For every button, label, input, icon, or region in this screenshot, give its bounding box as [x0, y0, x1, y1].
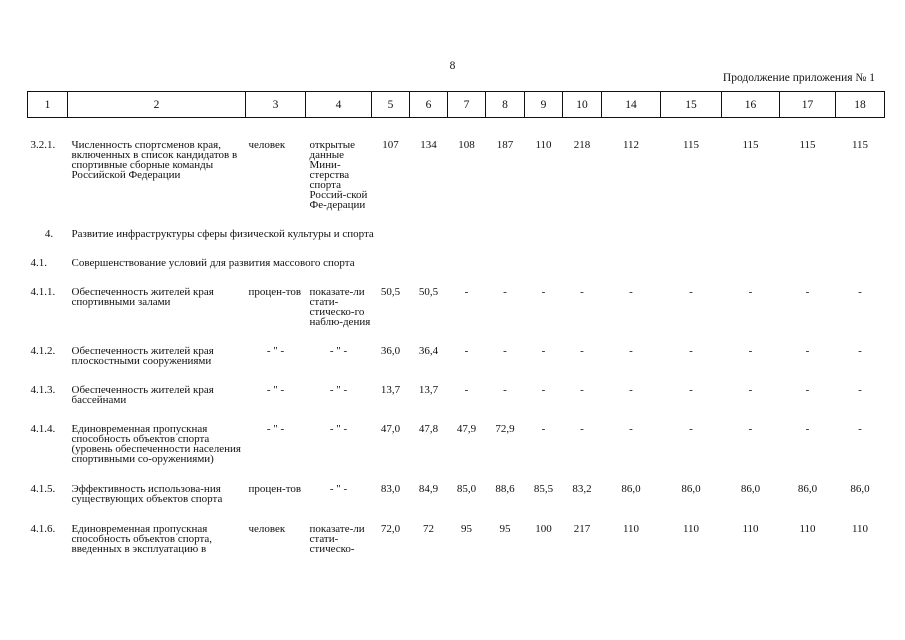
row-value: -: [805, 422, 810, 435]
row-value: 115: [682, 138, 700, 151]
row-value: 47,8: [418, 422, 439, 435]
row-value: 50,5: [380, 285, 401, 298]
table-row: [28, 482, 885, 504]
row-value: 108: [458, 138, 475, 151]
row-name: Обеспеченность жителей края плоскостными сооружениями: [71, 344, 214, 367]
row-value: -: [689, 285, 693, 298]
row-code: 4.1.1.: [30, 285, 56, 298]
row-name: Единовременная пропускная способность объектов спорта, введенных в эксплуатацию в: [71, 522, 213, 555]
row-value: 217: [573, 522, 591, 535]
row-value: -: [541, 344, 546, 357]
page-number: 8: [449, 60, 456, 72]
row-source: открытые данные Мини-стерства спорта Россий-ской Фе-дерации: [309, 138, 368, 211]
row-source: - " -: [329, 344, 348, 357]
row-value: -: [464, 383, 469, 396]
row-value: 50,5: [418, 285, 439, 298]
row-unit: человек: [248, 138, 286, 151]
row-code: 4.1.4.: [30, 422, 56, 435]
row-value: 83,2: [572, 482, 592, 495]
row-source: показате-ли стати-стическо-: [309, 522, 365, 555]
row-value: 13,7: [418, 383, 439, 396]
header-row: [28, 92, 885, 118]
row-value: -: [748, 422, 753, 435]
row-name: Обеспеченность жителей края спортивными залами: [71, 285, 214, 308]
row-value: -: [748, 285, 753, 298]
row-value: 36,0: [380, 344, 401, 357]
row-value: -: [858, 422, 862, 435]
header-cell: 3: [246, 92, 306, 118]
row-value: 110: [682, 522, 700, 535]
section-title: Совершенствование условий для развития массового спорта: [71, 256, 355, 269]
row-value: -: [629, 344, 633, 357]
row-value: 86,0: [850, 482, 870, 495]
row-value: -: [805, 285, 810, 298]
table-row: [28, 285, 885, 327]
row-value: -: [580, 383, 584, 396]
row-code: 3.2.1.: [30, 138, 56, 151]
row-value: 83,0: [380, 482, 401, 495]
row-value: 110: [535, 138, 552, 151]
table-row: [28, 344, 885, 366]
row-name: Единовременная пропускная способность объектов спорта (уровень обеспеченности населения спортивными со-оружениями): [71, 422, 241, 465]
row-value: 88,6: [495, 482, 515, 495]
header-cell: 10: [563, 92, 602, 118]
row-value: 47,9: [456, 422, 477, 435]
table-row: [28, 138, 885, 210]
row-value: -: [689, 344, 693, 357]
table-row: [28, 522, 885, 554]
row-value: 115: [742, 138, 759, 151]
row-value: 86,0: [681, 482, 701, 495]
row-value: -: [805, 344, 810, 357]
row-value: -: [629, 422, 633, 435]
row-code: 4.1.6.: [30, 522, 56, 535]
row-value: 110: [799, 522, 816, 535]
row-value: -: [464, 285, 469, 298]
row-value: -: [541, 422, 546, 435]
row-value: 110: [742, 522, 759, 535]
row-unit: процен-тов: [248, 285, 302, 298]
table-row: [28, 422, 885, 464]
row-value: -: [805, 383, 810, 396]
row-value: 134: [420, 138, 437, 151]
row-value: -: [748, 383, 753, 396]
row-value: 187: [496, 138, 514, 151]
header-cell: 6: [410, 92, 448, 118]
header-cell: 8: [486, 92, 525, 118]
header-cell: 7: [448, 92, 486, 118]
row-value: 72,0: [380, 522, 401, 535]
header-cell: 1: [28, 92, 68, 118]
row-value: -: [629, 285, 633, 298]
row-value: -: [580, 422, 584, 435]
row-value: -: [580, 285, 584, 298]
row-code: 4.1.5.: [30, 482, 56, 495]
row-value: 100: [535, 522, 552, 535]
section-code: 4.: [44, 227, 54, 240]
row-name: Численность спортсменов края, включенных в список кандидатов в спортивные сборные команды Российской Федерации: [71, 138, 238, 181]
row-value: -: [503, 285, 507, 298]
row-unit: процен-тов: [248, 482, 302, 495]
header-cell: 5: [372, 92, 410, 118]
row-source: - " -: [329, 482, 348, 495]
row-value: -: [858, 383, 862, 396]
row-value: 72,9: [495, 422, 515, 435]
row-value: 110: [622, 522, 640, 535]
header-cell: 17: [780, 92, 836, 118]
row-value: 218: [573, 138, 591, 151]
row-unit: - " -: [266, 422, 285, 435]
row-code: 4.1.3.: [30, 383, 56, 396]
row-value: 85,0: [456, 482, 477, 495]
row-value: 95: [461, 522, 472, 535]
row-value: -: [464, 344, 469, 357]
header-cell: 9: [525, 92, 563, 118]
row-value: 86,0: [621, 482, 641, 495]
section-title: Развитие инфраструктуры сферы физической культуры и спорта: [71, 227, 374, 240]
row-unit: - " -: [266, 344, 285, 357]
row-value: -: [689, 383, 693, 396]
row-value: -: [541, 383, 546, 396]
row-value: 47,0: [380, 422, 401, 435]
row-value: 112: [622, 138, 640, 151]
row-value: -: [503, 383, 507, 396]
row-value: 86,0: [740, 482, 761, 495]
row-value: 85,5: [533, 482, 554, 495]
row-value: 84,9: [418, 482, 439, 495]
row-value: -: [689, 422, 693, 435]
row-value: 115: [851, 138, 869, 151]
row-value: -: [503, 344, 507, 357]
data-table: [27, 91, 885, 554]
section-row: [28, 227, 885, 239]
table-row: [28, 383, 885, 405]
row-source: - " -: [329, 422, 348, 435]
section-code: 4.1.: [30, 256, 47, 269]
row-value: 115: [799, 138, 816, 151]
row-code: 4.1.2.: [30, 344, 56, 357]
section-row: [28, 256, 885, 268]
row-source: показате-ли стати-стическо-го наблю-дения: [309, 285, 371, 328]
header-cell: 16: [722, 92, 780, 118]
row-value: -: [858, 285, 862, 298]
header-cell: 14: [602, 92, 661, 118]
row-unit: - " -: [266, 383, 285, 396]
header-cell: 4: [306, 92, 372, 118]
row-source: - " -: [329, 383, 348, 396]
row-value: 110: [851, 522, 869, 535]
row-value: 107: [382, 138, 399, 151]
row-value: 72: [423, 522, 434, 535]
row-name: Эффективность использова-ния существующих объектов спорта: [71, 482, 223, 505]
header-cell: 2: [68, 92, 246, 118]
row-value: 95: [499, 522, 511, 535]
continuation-note: Продолжение приложения № 1: [722, 72, 875, 84]
row-value: 13,7: [380, 383, 401, 396]
row-value: -: [541, 285, 546, 298]
row-value: 36,4: [418, 344, 439, 357]
row-name: Обеспеченность жителей края бассейнами: [71, 383, 214, 406]
row-value: -: [580, 344, 584, 357]
header-cell: 18: [836, 92, 885, 118]
row-unit: человек: [248, 522, 286, 535]
row-value: -: [629, 383, 633, 396]
row-value: -: [748, 344, 753, 357]
row-value: -: [858, 344, 862, 357]
header-cell: 15: [661, 92, 722, 118]
row-value: 86,0: [797, 482, 818, 495]
